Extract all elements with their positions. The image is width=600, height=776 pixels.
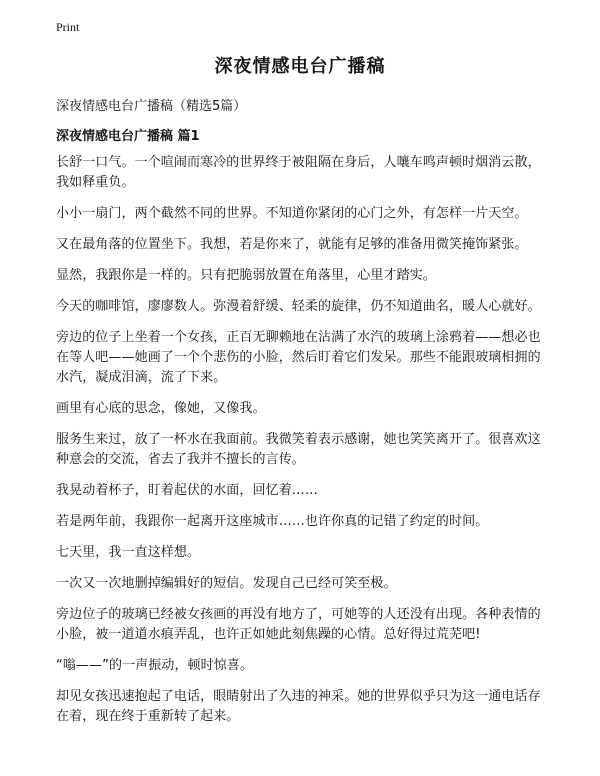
paragraph: 若是两年前，我跟你一起离开这座城市……也许你真的记错了约定的时间。 xyxy=(56,514,489,529)
paragraph: 显然，我跟你是一样的。只有把脆弱放置在角落里，心里才踏实。 xyxy=(56,268,436,283)
paragraph: 七天里，我一直这样想。 xyxy=(56,545,201,560)
paragraph: 一次又一次地删掉编辑好的短信。发现自己已经可笑至极。 xyxy=(56,576,397,591)
article-body xyxy=(56,153,552,738)
paragraph: “嗡——”的一声振动，顿时惊喜。 xyxy=(56,658,254,673)
paragraph: 旁边的位子上坐着一个女孩，正百无聊赖地在沾满了水汽的玻璃上涂鸦着——想必也在等人吧——她画了一个个悲伤的小脸，然后盯着它们发呆。那些不能跟玻璃相拥的水汽，凝成泪滴，流了下来。 xyxy=(56,330,541,385)
paragraph: 服务生来过，放了一杯水在我面前。我微笑着表示感谢，她也笑笑离开了。很喜欢这种意会的交流，省去了我并不擅长的言传。 xyxy=(56,432,541,467)
paragraph: 却见女孩迅速抱起了电话，眼睛射出了久违的神采。她的世界似乎只为这一通电话存在着，现在终于重新转了起来。 xyxy=(56,689,541,724)
document-subtitle: 深夜情感电台广播稿（精选5篇） xyxy=(56,99,247,114)
paragraph: 又在最角落的位置坐下。我想，若是你来了，就能有足够的准备用微笑掩饰紧张。 xyxy=(56,237,528,252)
paragraph: 我晃动着杯子，盯着起伏的水面，回忆着…… xyxy=(56,483,319,498)
section-heading: 深夜情感电台广播稿 篇1 xyxy=(56,129,200,144)
paragraph: 画里有心底的思念，像她，又像我。 xyxy=(56,401,266,416)
paragraph: 旁边位子的玻璃已经被女孩画的再没有地方了，可她等的人还没有出现。各种表情的小脸，被一道道水痕弄乱，也许正如她此刻焦躁的心情。总好得过荒芜吧! xyxy=(56,607,541,642)
document-title: 深夜情感电台广播稿 xyxy=(214,56,386,77)
paragraph: 小小一扇门，两个截然不同的世界。不知道你紧闭的心门之外，有怎样一片天空。 xyxy=(56,206,528,221)
paragraph: 长舒一口气。一个喧闹而寒冷的世界终于被阻隔在身后，人嚷车鸣声顿时烟消云散，我如释重负。 xyxy=(56,155,541,190)
print-link[interactable]: Print xyxy=(56,20,80,34)
paragraph: 今天的咖啡馆，廖廖数人。弥漫着舒缓、轻柔的旋律，仍不知道曲名，暖人心就好。 xyxy=(56,299,541,314)
